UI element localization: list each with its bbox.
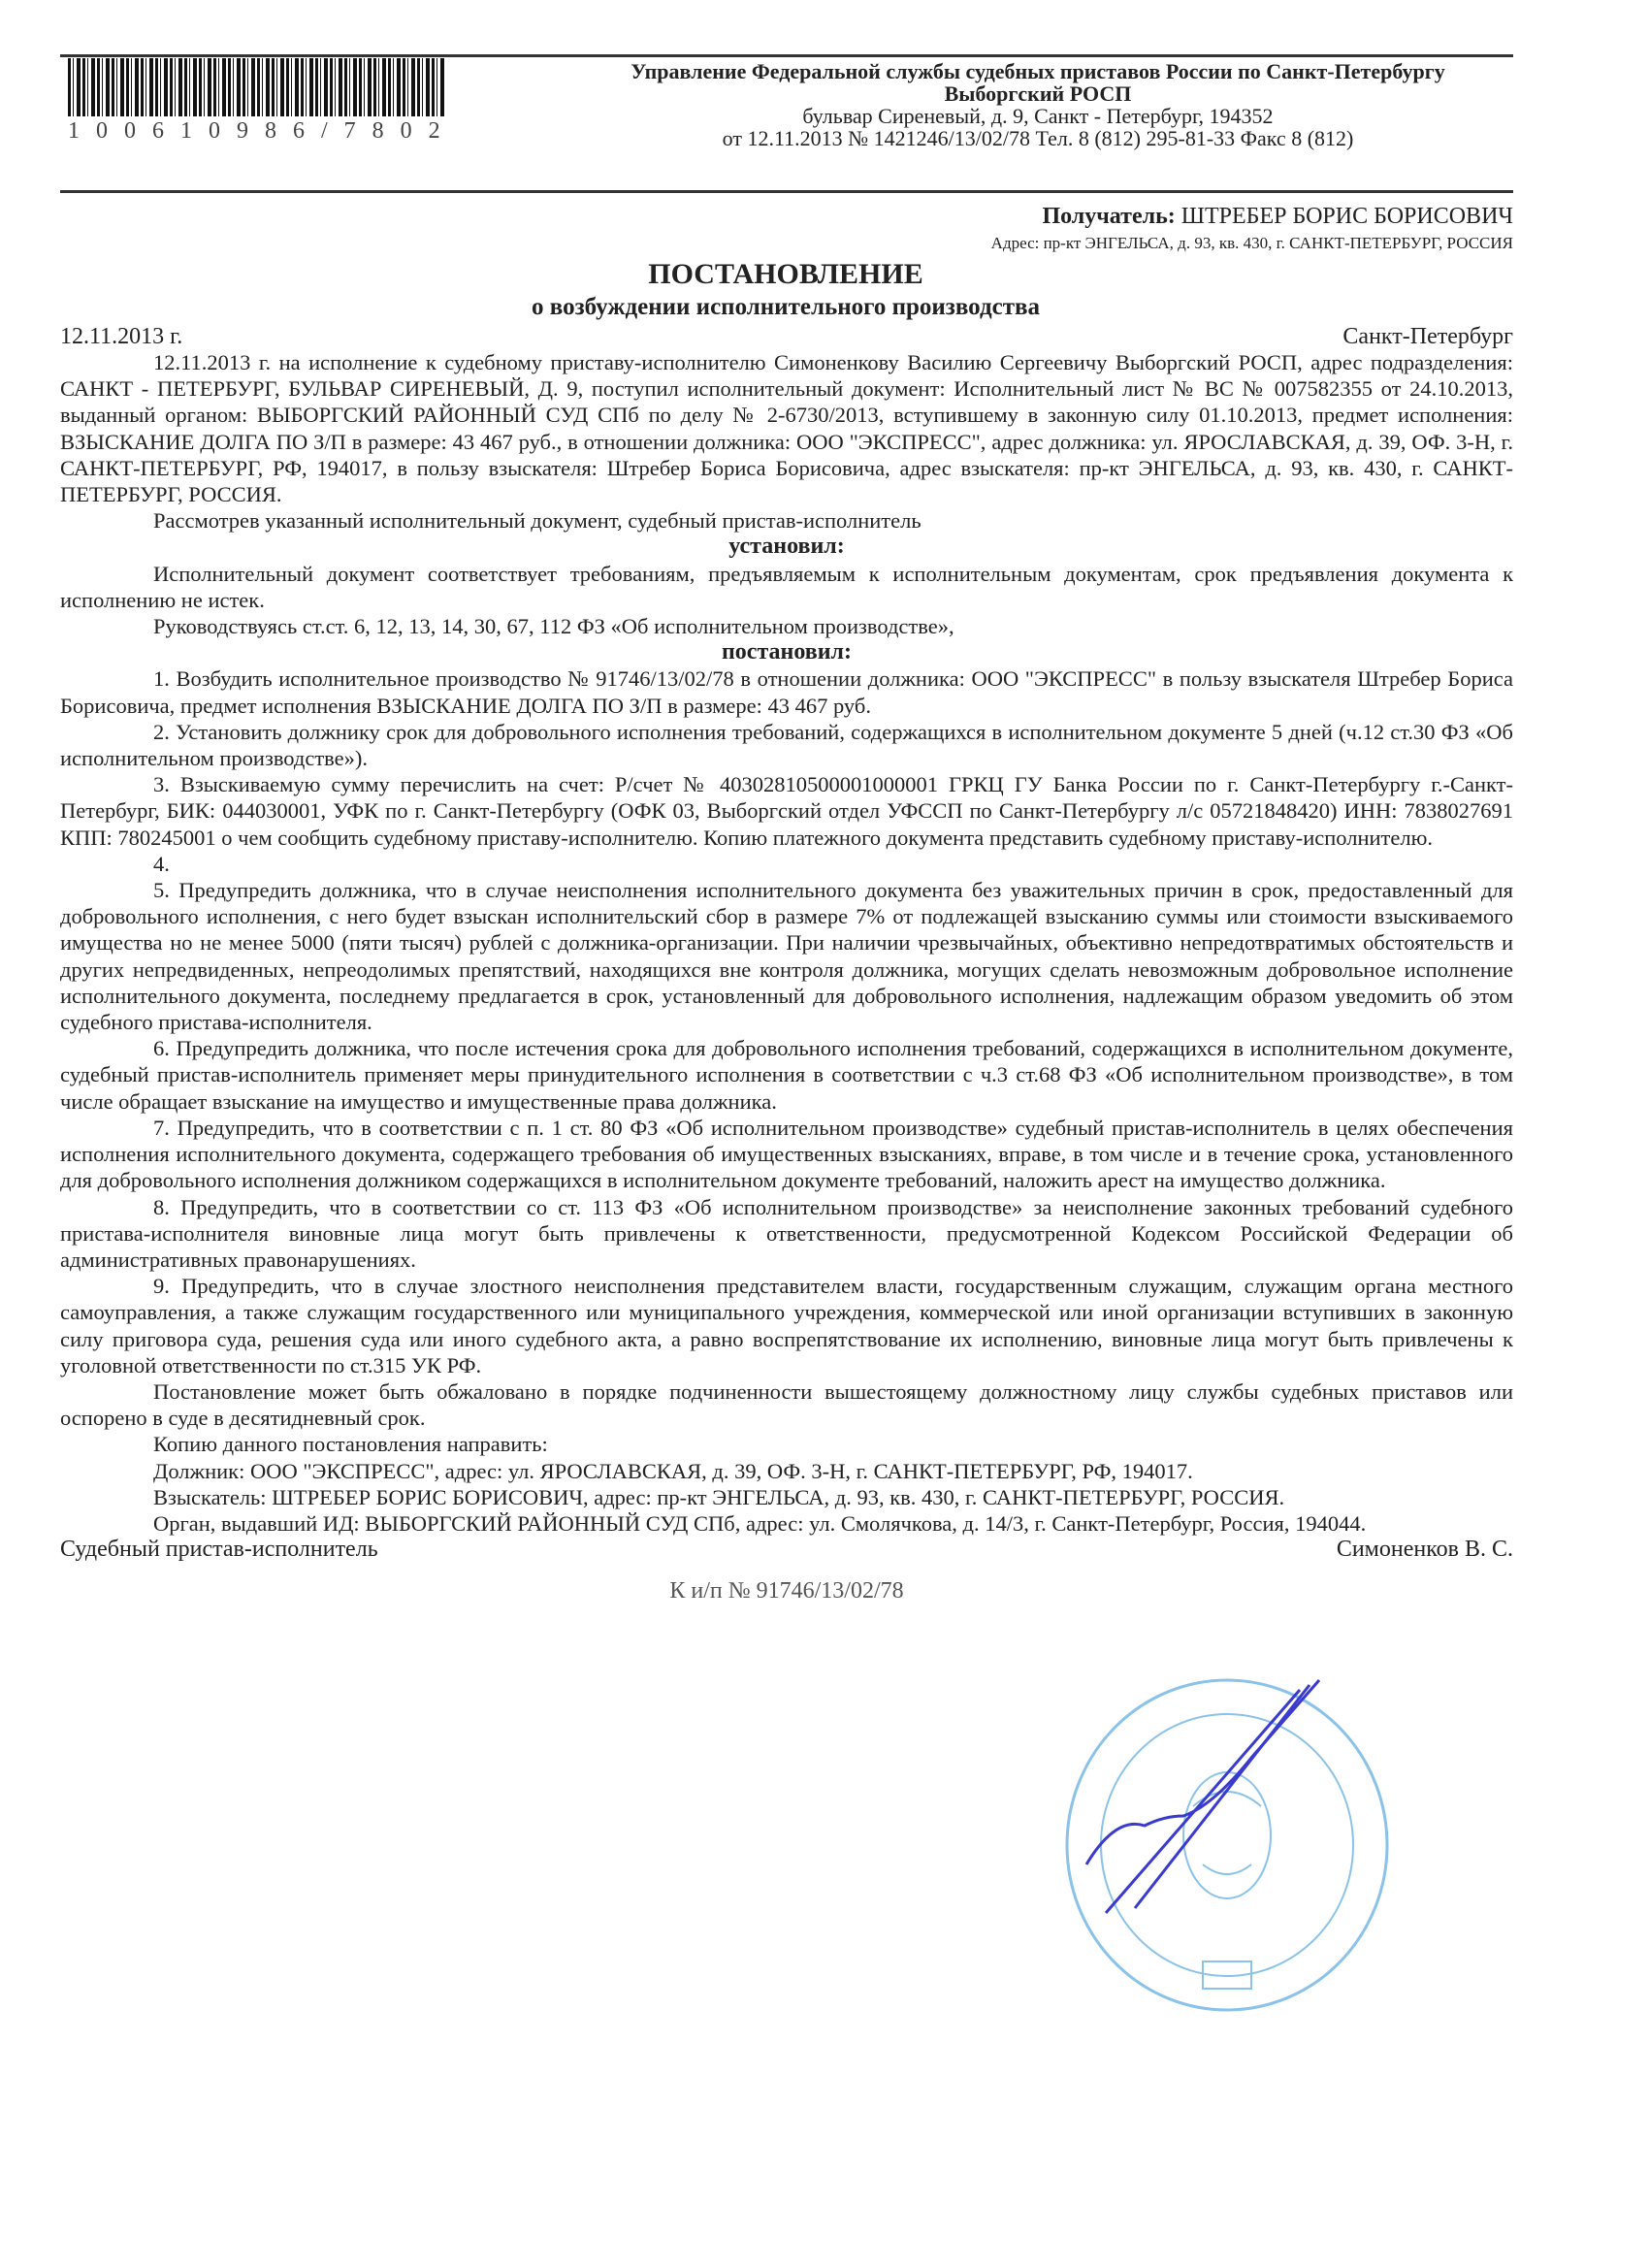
item-3: 3. Взыскиваемую сумму перечислить на счет: Р/счет № 40302810500001000001 ГРКЦ ГУ Банка России по г. Санкт-Петербургу г.-Санкт-Петербург, БИК: 044030001, УФК по г. Санкт-Петербургу (ОФК 03, Выборгский отдел УФССП по Санкт-Петербургу л/с 05721848420) ИНН: 7838027691 КПП: 780245001 о чем сообщить судебному приставу-исполнителю. Копию платежного документа представить судебному приставу-исполнителю. (60, 772, 1513, 850)
letterhead (601, 60, 1474, 149)
handwritten-signature (1086, 1680, 1319, 1913)
document-date: 12.11.2013 г. (60, 324, 183, 349)
date-line (60, 324, 1513, 350)
header-rule (60, 190, 1513, 193)
case-number: К и/п № 91746/13/02/78 (669, 1578, 904, 1604)
division-name: Выборгский РОСП (944, 81, 1132, 106)
barcode (68, 58, 444, 116)
document-body (60, 349, 1513, 1605)
signer-role: Судебный пристав-исполнитель (60, 1537, 378, 1563)
item-5: 5. Предупредить должника, что в случае неисполнения исполнительного документа без уважительных причин в срок, предоставленный для добровольного исполнения, с него будет взыскан исполнительский сбор в размере 7% от подлежащей взысканию суммы или стоимости взыскиваемого имущества но не менее 5000 (пяти тысяч) рублей с должника-организации. При наличии чрезвычайных, объективно непредотвратимых обстоятельств и других непредвиденных, непреодолимых препятствий, находящихся вне контроля должника, могущих сделать невозможным добровольное исполнение исполнительного документа, последнему предлагается в срок, установленный для добровольного исполнения, надлежащим образом уведомить об этом судебного пристава-исполнителя. (60, 878, 1513, 1035)
document-title (0, 258, 1571, 324)
item-9: 9. Предупредить, что в случае злостного неисполнения представителем власти, государственным служащим, служащим органа местного самоуправления, а также служащим государственного или муниципального учреждения, коммерческой или иной организации вступивших в законную силу приговора суда, решения суда или иного судебного акта, а равно воспрепятствование их исполнению, виновные лица могут быть привлечены к уголовной ответственности по ст.315 УК РФ. (60, 1274, 1513, 1377)
resolved-heading: постановил: (721, 639, 853, 665)
guided-paragraph: Руководствуясь ст.ст. 6, 12, 13, 14, 30, 67, 112 ФЗ «Об исполнительном производстве», (153, 614, 954, 639)
barcode-number: 100610986/7802 (68, 118, 457, 144)
signature-line (60, 1537, 1513, 1563)
considering-paragraph: Рассмотрев указанный исполнительный документ, судебный пристав-исполнитель (153, 508, 922, 534)
copies-heading: Копию данного постановления направить: (153, 1432, 548, 1457)
document-reference: от 12.11.2013 № 1421246/13/02/78 Тел. 8 (812) 295-81-33 Факс 8 (812) (722, 126, 1354, 150)
recipient-block (991, 204, 1513, 253)
document-city: Санкт-Петербург (1342, 324, 1513, 349)
title-sub: о возбуждении исполнительного производства (532, 294, 1040, 320)
item-8: 8. Предупредить, что в соответствии со ст. 113 ФЗ «Об исполнительном производстве» за неисполнение законных требований судебного пристава-исполнителя виновные лица могут быть привлечены к ответственности, предусмотренной Кодексом Российской Федерации об административных правонарушениях. (60, 1194, 1513, 1272)
item-4: 4. (153, 851, 170, 876)
established-heading: установил: (728, 534, 845, 560)
copy-issuer: Орган, выдавший ИД: ВЫБОРГСКИЙ РАЙОННЫЙ СУД СПб, адрес: ул. Смолячкова, д. 14/3, г. Санкт-Петербург, Россия, 194044. (153, 1510, 1367, 1536)
signer-name: Симоненков В. С. (1336, 1537, 1513, 1563)
copy-debtor: Должник: ООО "ЭКСПРЕСС", адрес: ул. ЯРОСЛАВСКАЯ, д. 39, ОФ. 3-Н, г. САНКТ-ПЕТЕРБУРГ, РФ, 194017. (153, 1458, 1193, 1483)
official-stamp (1057, 1670, 1397, 2020)
established-paragraph: Исполнительный документ соответствует требованиям, предъявляемым к исполнительным документам, срок предъявления документа к исполнению не истек. (60, 561, 1513, 612)
item-6: 6. Предупредить должника, что после истечения срока для добровольного исполнения требований, содержащихся в исполнительном документе, судебный пристав-исполнитель применяет меры принудительного исполнения в соответствии с ч.3 ст.68 ФЗ «Об исполнительном производстве», в том числе обращает взыскание на имущество и имущественные права должника. (60, 1036, 1513, 1114)
stamp-seal-icon (1067, 1680, 1387, 2010)
top-rule (60, 54, 1513, 57)
org-address: бульвар Сиреневый, д. 9, Санкт - Петербург, 194352 (802, 104, 1274, 128)
item-1: 1. Возбудить исполнительное производство № 91746/13/02/78 в отношении должника: ООО "ЭКСПРЕСС" в пользу взыскателя Штребер Бориса Борисовича, предмет исполнения ВЗЫСКАНИЕ ДОЛГА ПО З/П в размере: 43 467 руб. (60, 666, 1513, 718)
copy-claimant: Взыскатель: ШТРЕБЕР БОРИС БОРИСОВИЧ, адрес: пр-кт ЭНГЕЛЬСА, д. 93, кв. 430, г. САНКТ-ПЕТЕРБУРГ, РОССИЯ. (153, 1484, 1285, 1509)
recipient-address: Адрес: пр-кт ЭНГЕЛЬСА, д. 93, кв. 430, г. САНКТ-ПЕТЕРБУРГ, РОССИЯ (990, 234, 1513, 252)
item-7: 7. Предупредить, что в соответствии с п. 1 ст. 80 ФЗ «Об исполнительном производстве» судебный пристав-исполнитель в целях обеспечения исполнения исполнительного документа, содержащего требования об имущественных взысканиях, вправе, в том числе и в течение срока, установленного для добровольного исполнения должником содержащихся в исполнительном документе требований, наложить арест на имущество должника. (60, 1115, 1513, 1193)
recipient-name: ШТРЕБЕР БОРИС БОРИСОВИЧ (1180, 204, 1513, 229)
recipient-label: Получатель: (1042, 204, 1176, 229)
intro-paragraph: 12.11.2013 г. на исполнение к судебному приставу-исполнителю Симоненкову Василию Сергеевичу Выборгский РОСП, адрес подразделения: САНКТ - ПЕТЕРБУРГ, БУЛЬВАР СИРЕНЕВЫЙ, Д. 9, поступил исполнительный документ: Исполнительный лист № ВС № 007582355 от 24.10.2013, выданный органом: ВЫБОРГСКИЙ РАЙОННЫЙ СУД СПб по делу № 2-6730/2013, вступившему в законную силу 01.10.2013, предмет исполнения: ВЗЫСКАНИЕ ДОЛГА ПО З/П в размере: 43 467 руб., в отношении должника: ООО "ЭКСПРЕСС", адрес должника: ул. ЯРОСЛАВСКАЯ, д. 39, ОФ. 3-Н, г. САНКТ-ПЕТЕРБУРГ, РФ, 194017, в пользу взыскателя: Штребер Бориса Борисовича, адрес взыскателя: пр-кт ЭНГЕЛЬСА, д. 93, кв. 430, г. САНКТ-ПЕТЕРБУРГ, РОССИЯ. (60, 350, 1513, 507)
item-2: 2. Установить должнику срок для добровольного исполнения требований, содержащихся в исполнительном документе 5 дней (ч.12 ст.30 ФЗ «Об исполнительном производстве»). (60, 719, 1513, 771)
appeal-paragraph: Постановление может быть обжаловано в порядке подчиненности вышестоящему должностному лицу службы судебных приставов или оспорено в суде в десятидневный срок. (60, 1378, 1513, 1431)
title-main: ПОСТАНОВЛЕНИЕ (648, 258, 923, 290)
org-name: Управление Федеральной службы судебных приставов России по Санкт-Петербургу (630, 59, 1445, 83)
